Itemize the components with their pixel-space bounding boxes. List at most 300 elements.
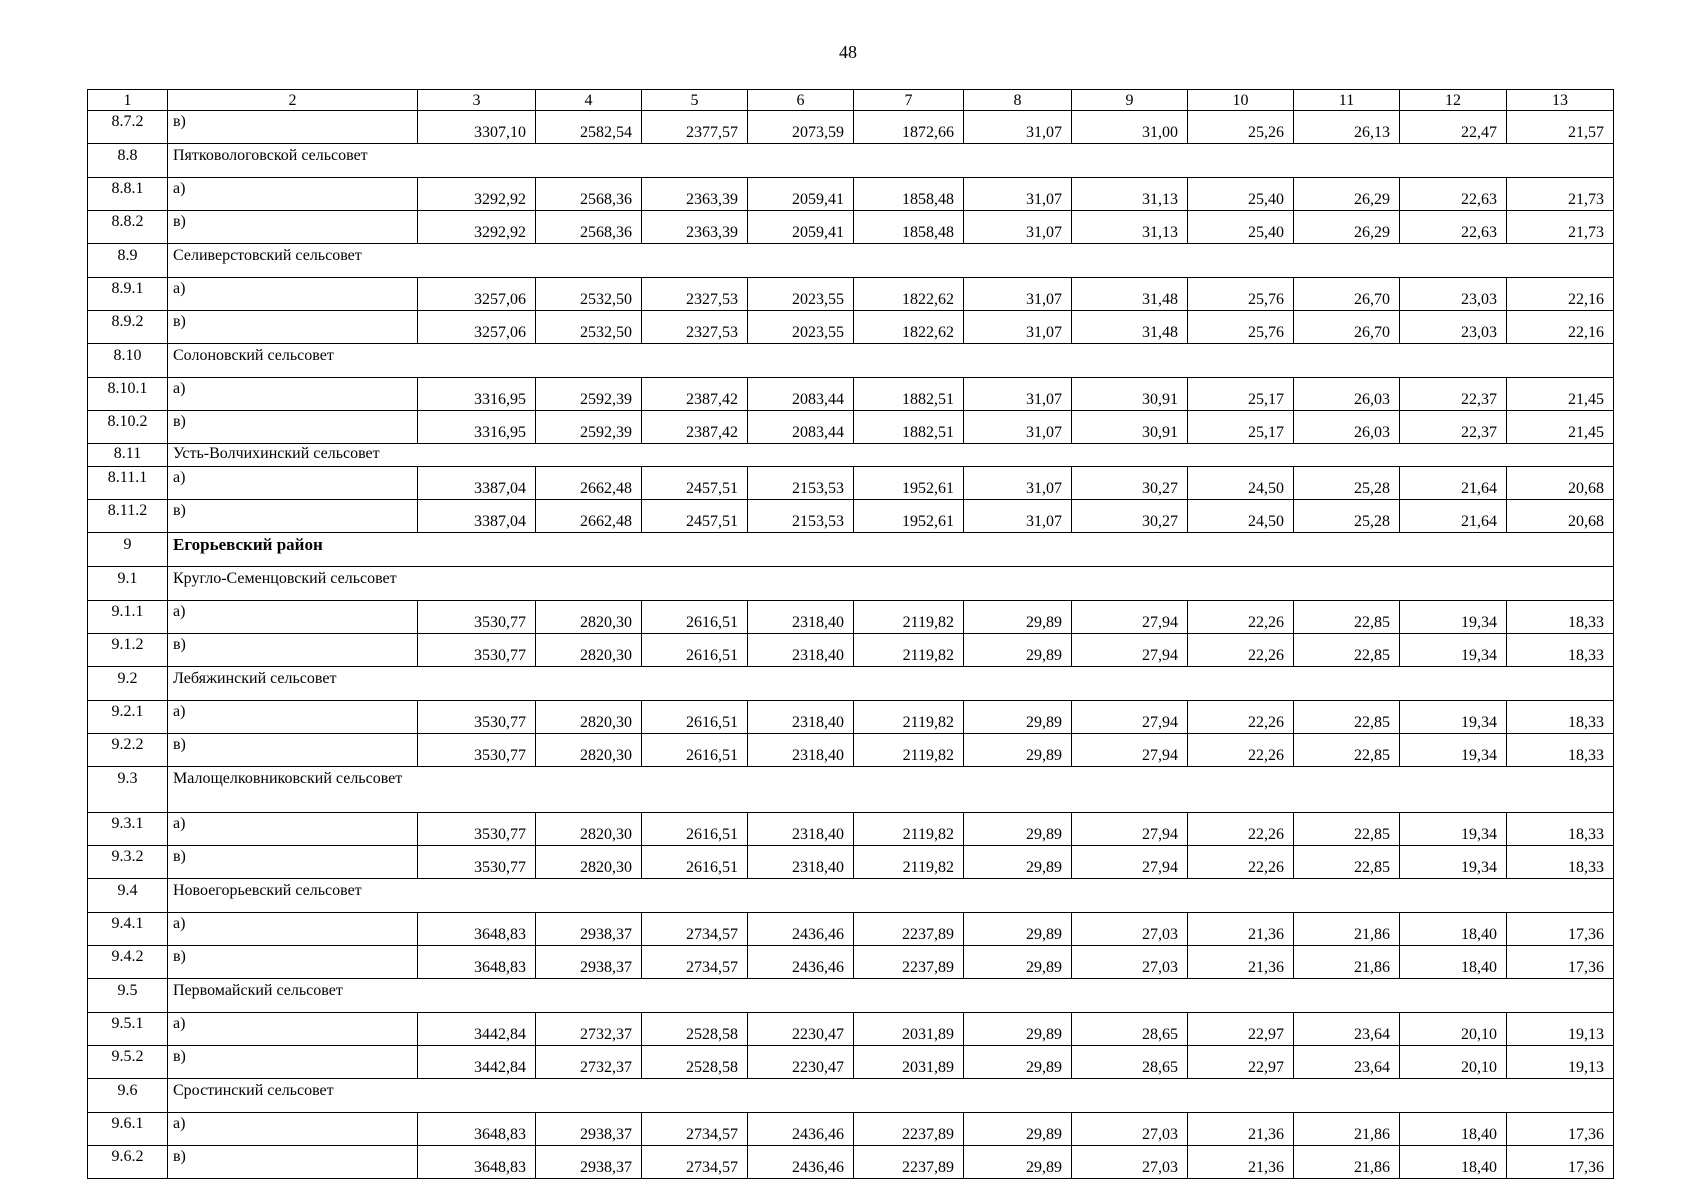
table-row: [88, 500, 1614, 533]
row-code: 8.11.1: [88, 467, 168, 500]
value-cell: 3387,04: [418, 500, 536, 533]
value-cell: 31,00: [1072, 111, 1188, 144]
row-label: в): [168, 1146, 418, 1179]
tariff-table: [87, 89, 1614, 1179]
row-label: а): [168, 601, 418, 634]
value-cell: 29,89: [964, 634, 1072, 667]
section-row: [88, 767, 1614, 813]
value-cell: 31,07: [964, 411, 1072, 444]
value-cell: 18,40: [1400, 1146, 1507, 1179]
value-cell: 3257,06: [418, 311, 536, 344]
row-code: 8.7.2: [88, 111, 168, 144]
value-cell: 25,28: [1294, 467, 1400, 500]
value-cell: 31,13: [1072, 211, 1188, 244]
row-code: 8.10.2: [88, 411, 168, 444]
value-cell: 27,03: [1072, 946, 1188, 979]
value-cell: 2820,30: [536, 701, 642, 734]
value-cell: 19,34: [1400, 701, 1507, 734]
column-header: 11: [1294, 90, 1400, 111]
row-code: 8.8.2: [88, 211, 168, 244]
table-row: [88, 946, 1614, 979]
row-code: 9.1.1: [88, 601, 168, 634]
value-cell: 23,64: [1294, 1046, 1400, 1079]
value-cell: 25,40: [1188, 178, 1294, 211]
table-row: [88, 734, 1614, 767]
value-cell: 25,76: [1188, 278, 1294, 311]
row-label: а): [168, 813, 418, 846]
value-cell: 25,76: [1188, 311, 1294, 344]
value-cell: 3648,83: [418, 1146, 536, 1179]
value-cell: 3292,92: [418, 211, 536, 244]
value-cell: 22,26: [1188, 601, 1294, 634]
value-cell: 21,36: [1188, 1113, 1294, 1146]
value-cell: 28,65: [1072, 1046, 1188, 1079]
column-header: 1: [88, 90, 168, 111]
section-row: [88, 344, 1614, 378]
value-cell: 30,27: [1072, 467, 1188, 500]
value-cell: 2031,89: [854, 1046, 964, 1079]
row-label: а): [168, 701, 418, 734]
section-title: Лебяжинский сельсовет: [168, 667, 1614, 701]
section-row: [88, 879, 1614, 913]
value-cell: 2732,37: [536, 1046, 642, 1079]
value-cell: 2318,40: [748, 601, 854, 634]
value-cell: 18,33: [1507, 734, 1614, 767]
value-cell: 19,34: [1400, 601, 1507, 634]
value-cell: 2820,30: [536, 734, 642, 767]
value-cell: 3530,77: [418, 601, 536, 634]
value-cell: 21,86: [1294, 913, 1400, 946]
section-code: 9.3: [88, 767, 168, 813]
value-cell: 2616,51: [642, 734, 748, 767]
section-code: 8.8: [88, 144, 168, 178]
row-label: в): [168, 946, 418, 979]
column-header: 9: [1072, 90, 1188, 111]
row-code: 8.10.1: [88, 378, 168, 411]
value-cell: 27,03: [1072, 1146, 1188, 1179]
row-code: 9.6.2: [88, 1146, 168, 1179]
value-cell: 2616,51: [642, 701, 748, 734]
value-cell: 31,07: [964, 467, 1072, 500]
value-cell: 3530,77: [418, 813, 536, 846]
value-cell: 29,89: [964, 701, 1072, 734]
section-code: 9.4: [88, 879, 168, 913]
value-cell: 27,94: [1072, 601, 1188, 634]
value-cell: 21,36: [1188, 946, 1294, 979]
row-code: 9.1.2: [88, 634, 168, 667]
row-label: в): [168, 634, 418, 667]
value-cell: 2387,42: [642, 411, 748, 444]
section-code: 8.9: [88, 244, 168, 278]
value-cell: 2938,37: [536, 1146, 642, 1179]
value-cell: 2073,59: [748, 111, 854, 144]
value-cell: 29,89: [964, 846, 1072, 879]
value-cell: 29,89: [964, 913, 1072, 946]
value-cell: 26,70: [1294, 311, 1400, 344]
value-cell: 2616,51: [642, 601, 748, 634]
table-row: [88, 178, 1614, 211]
column-number-row: [88, 90, 1614, 111]
column-header: 7: [854, 90, 964, 111]
value-cell: 20,10: [1400, 1013, 1507, 1046]
value-cell: 3530,77: [418, 701, 536, 734]
value-cell: 24,50: [1188, 500, 1294, 533]
value-cell: 22,85: [1294, 734, 1400, 767]
value-cell: 1872,66: [854, 111, 964, 144]
value-cell: 29,89: [964, 1146, 1072, 1179]
section-title: Пятковологовской сельсовет: [168, 144, 1614, 178]
value-cell: 2528,58: [642, 1013, 748, 1046]
value-cell: 22,16: [1507, 311, 1614, 344]
value-cell: 3387,04: [418, 467, 536, 500]
value-cell: 2119,82: [854, 813, 964, 846]
value-cell: 2734,57: [642, 1146, 748, 1179]
value-cell: 23,64: [1294, 1013, 1400, 1046]
value-cell: 3442,84: [418, 1013, 536, 1046]
value-cell: 26,29: [1294, 178, 1400, 211]
value-cell: 17,36: [1507, 946, 1614, 979]
value-cell: 31,07: [964, 378, 1072, 411]
value-cell: 30,91: [1072, 411, 1188, 444]
section-row: [88, 567, 1614, 601]
value-cell: 17,36: [1507, 913, 1614, 946]
table-row: [88, 311, 1614, 344]
row-code: 9.4.2: [88, 946, 168, 979]
row-code: 9.6.1: [88, 1113, 168, 1146]
value-cell: 29,89: [964, 1013, 1072, 1046]
value-cell: 20,10: [1400, 1046, 1507, 1079]
section-code: 9: [88, 533, 168, 567]
column-header: 2: [168, 90, 418, 111]
value-cell: 31,07: [964, 211, 1072, 244]
value-cell: 3648,83: [418, 1113, 536, 1146]
value-cell: 3307,10: [418, 111, 536, 144]
value-cell: 31,07: [964, 178, 1072, 211]
value-cell: 2436,46: [748, 913, 854, 946]
value-cell: 2436,46: [748, 1113, 854, 1146]
value-cell: 29,89: [964, 734, 1072, 767]
table-row: [88, 211, 1614, 244]
row-label: в): [168, 1046, 418, 1079]
value-cell: 18,40: [1400, 946, 1507, 979]
value-cell: 1822,62: [854, 311, 964, 344]
value-cell: 29,89: [964, 946, 1072, 979]
value-cell: 21,45: [1507, 411, 1614, 444]
value-cell: 20,68: [1507, 467, 1614, 500]
value-cell: 3316,95: [418, 411, 536, 444]
value-cell: 3442,84: [418, 1046, 536, 1079]
row-label: в): [168, 734, 418, 767]
value-cell: 17,36: [1507, 1146, 1614, 1179]
value-cell: 2327,53: [642, 278, 748, 311]
value-cell: 18,33: [1507, 813, 1614, 846]
value-cell: 31,07: [964, 500, 1072, 533]
table-row: [88, 601, 1614, 634]
value-cell: 2387,42: [642, 378, 748, 411]
value-cell: 3530,77: [418, 634, 536, 667]
value-cell: 1822,62: [854, 278, 964, 311]
value-cell: 21,86: [1294, 1146, 1400, 1179]
column-header: 3: [418, 90, 536, 111]
value-cell: 2230,47: [748, 1013, 854, 1046]
value-cell: 2662,48: [536, 500, 642, 533]
section-row: [88, 667, 1614, 701]
row-label: а): [168, 1113, 418, 1146]
table-row: [88, 111, 1614, 144]
value-cell: 2318,40: [748, 813, 854, 846]
value-cell: 2031,89: [854, 1013, 964, 1046]
section-title: Селиверстовский сельсовет: [168, 244, 1614, 278]
value-cell: 18,33: [1507, 601, 1614, 634]
value-cell: 22,26: [1188, 846, 1294, 879]
value-cell: 26,13: [1294, 111, 1400, 144]
value-cell: 2237,89: [854, 1146, 964, 1179]
value-cell: 22,47: [1400, 111, 1507, 144]
value-cell: 26,70: [1294, 278, 1400, 311]
value-cell: 25,26: [1188, 111, 1294, 144]
value-cell: 3257,06: [418, 278, 536, 311]
value-cell: 2734,57: [642, 913, 748, 946]
value-cell: 20,68: [1507, 500, 1614, 533]
row-code: 9.2.1: [88, 701, 168, 734]
row-code: 9.3.1: [88, 813, 168, 846]
value-cell: 31,48: [1072, 311, 1188, 344]
table-row: [88, 1013, 1614, 1046]
value-cell: 2119,82: [854, 734, 964, 767]
value-cell: 2230,47: [748, 1046, 854, 1079]
section-code: 9.6: [88, 1079, 168, 1113]
value-cell: 27,94: [1072, 634, 1188, 667]
value-cell: 25,17: [1188, 378, 1294, 411]
value-cell: 2327,53: [642, 311, 748, 344]
value-cell: 2820,30: [536, 601, 642, 634]
value-cell: 2153,53: [748, 500, 854, 533]
column-header: 4: [536, 90, 642, 111]
section-title: Кругло-Семенцовский сельсовет: [168, 567, 1614, 601]
value-cell: 27,03: [1072, 1113, 1188, 1146]
value-cell: 23,03: [1400, 311, 1507, 344]
row-label: в): [168, 311, 418, 344]
row-code: 9.2.2: [88, 734, 168, 767]
table-row: [88, 1046, 1614, 1079]
value-cell: 2119,82: [854, 846, 964, 879]
value-cell: 22,63: [1400, 178, 1507, 211]
value-cell: 2732,37: [536, 1013, 642, 1046]
column-header: 8: [964, 90, 1072, 111]
row-label: в): [168, 846, 418, 879]
value-cell: 27,94: [1072, 701, 1188, 734]
value-cell: 1882,51: [854, 411, 964, 444]
value-cell: 25,17: [1188, 411, 1294, 444]
section-title: Усть-Волчихинский сельсовет: [168, 444, 1614, 467]
table-row: [88, 701, 1614, 734]
row-label: в): [168, 500, 418, 533]
value-cell: 1858,48: [854, 178, 964, 211]
value-cell: 2457,51: [642, 500, 748, 533]
section-code: 9.1: [88, 567, 168, 601]
value-cell: 3648,83: [418, 946, 536, 979]
table-row: [88, 813, 1614, 846]
value-cell: 27,94: [1072, 734, 1188, 767]
value-cell: 21,45: [1507, 378, 1614, 411]
row-label: а): [168, 467, 418, 500]
value-cell: 30,27: [1072, 500, 1188, 533]
value-cell: 2820,30: [536, 846, 642, 879]
value-cell: 2436,46: [748, 946, 854, 979]
value-cell: 22,26: [1188, 701, 1294, 734]
value-cell: 3316,95: [418, 378, 536, 411]
value-cell: 2938,37: [536, 946, 642, 979]
value-cell: 28,65: [1072, 1013, 1188, 1046]
row-code: 8.11.2: [88, 500, 168, 533]
value-cell: 2616,51: [642, 634, 748, 667]
value-cell: 19,34: [1400, 846, 1507, 879]
value-cell: 24,50: [1188, 467, 1294, 500]
value-cell: 2616,51: [642, 846, 748, 879]
row-label: в): [168, 111, 418, 144]
value-cell: 22,26: [1188, 734, 1294, 767]
value-cell: 22,63: [1400, 211, 1507, 244]
value-cell: 1882,51: [854, 378, 964, 411]
value-cell: 2734,57: [642, 946, 748, 979]
column-header: 12: [1400, 90, 1507, 111]
section-title: Сростинский сельсовет: [168, 1079, 1614, 1113]
value-cell: 2938,37: [536, 913, 642, 946]
value-cell: 2318,40: [748, 846, 854, 879]
value-cell: 31,48: [1072, 278, 1188, 311]
row-label: а): [168, 278, 418, 311]
section-title: Новоегорьевский сельсовет: [168, 879, 1614, 913]
row-label: а): [168, 913, 418, 946]
value-cell: 3530,77: [418, 734, 536, 767]
value-cell: 2532,50: [536, 278, 642, 311]
value-cell: 21,86: [1294, 946, 1400, 979]
value-cell: 31,13: [1072, 178, 1188, 211]
value-cell: 19,34: [1400, 734, 1507, 767]
table-row: [88, 278, 1614, 311]
value-cell: 2119,82: [854, 601, 964, 634]
value-cell: 29,89: [964, 1046, 1072, 1079]
value-cell: 18,33: [1507, 701, 1614, 734]
value-cell: 2592,39: [536, 411, 642, 444]
value-cell: 2436,46: [748, 1146, 854, 1179]
value-cell: 2119,82: [854, 701, 964, 734]
value-cell: 22,26: [1188, 634, 1294, 667]
value-cell: 2059,41: [748, 211, 854, 244]
value-cell: 22,85: [1294, 634, 1400, 667]
value-cell: 22,97: [1188, 1013, 1294, 1046]
value-cell: 2059,41: [748, 178, 854, 211]
table-body: [88, 90, 1614, 1179]
value-cell: 19,13: [1507, 1013, 1614, 1046]
row-code: 9.5.2: [88, 1046, 168, 1079]
table-row: [88, 1146, 1614, 1179]
row-label: в): [168, 411, 418, 444]
value-cell: 22,85: [1294, 601, 1400, 634]
value-cell: 3530,77: [418, 846, 536, 879]
value-cell: 2153,53: [748, 467, 854, 500]
value-cell: 22,16: [1507, 278, 1614, 311]
value-cell: 2592,39: [536, 378, 642, 411]
value-cell: 26,29: [1294, 211, 1400, 244]
section-title: Егорьевский район: [168, 533, 1614, 567]
value-cell: 2318,40: [748, 734, 854, 767]
value-cell: 31,07: [964, 311, 1072, 344]
row-code: 8.8.1: [88, 178, 168, 211]
value-cell: 2582,54: [536, 111, 642, 144]
value-cell: 18,40: [1400, 913, 1507, 946]
column-header: 5: [642, 90, 748, 111]
section-code: 8.11: [88, 444, 168, 467]
value-cell: 2237,89: [854, 1113, 964, 1146]
value-cell: 21,36: [1188, 1146, 1294, 1179]
value-cell: 21,57: [1507, 111, 1614, 144]
value-cell: 2119,82: [854, 634, 964, 667]
row-label: а): [168, 178, 418, 211]
value-cell: 2568,36: [536, 178, 642, 211]
value-cell: 21,73: [1507, 211, 1614, 244]
section-row: [88, 244, 1614, 278]
section-row: [88, 1079, 1614, 1113]
value-cell: 30,91: [1072, 378, 1188, 411]
value-cell: 29,89: [964, 813, 1072, 846]
value-cell: 23,03: [1400, 278, 1507, 311]
value-cell: 21,73: [1507, 178, 1614, 211]
table-row: [88, 378, 1614, 411]
value-cell: 2938,37: [536, 1113, 642, 1146]
value-cell: 2734,57: [642, 1113, 748, 1146]
value-cell: 2318,40: [748, 634, 854, 667]
table-row: [88, 634, 1614, 667]
value-cell: 29,89: [964, 1113, 1072, 1146]
value-cell: 19,34: [1400, 634, 1507, 667]
value-cell: 1858,48: [854, 211, 964, 244]
section-code: 8.10: [88, 344, 168, 378]
value-cell: 22,85: [1294, 701, 1400, 734]
row-code: 9.5.1: [88, 1013, 168, 1046]
row-code: 8.9.1: [88, 278, 168, 311]
value-cell: 2023,55: [748, 278, 854, 311]
value-cell: 31,07: [964, 111, 1072, 144]
value-cell: 2023,55: [748, 311, 854, 344]
value-cell: 2532,50: [536, 311, 642, 344]
page-number: 48: [839, 42, 857, 62]
value-cell: 27,94: [1072, 846, 1188, 879]
value-cell: 2457,51: [642, 467, 748, 500]
value-cell: 2237,89: [854, 946, 964, 979]
section-code: 9.5: [88, 979, 168, 1013]
value-cell: 19,13: [1507, 1046, 1614, 1079]
value-cell: 22,26: [1188, 813, 1294, 846]
section-row: [88, 444, 1614, 467]
value-cell: 26,03: [1294, 411, 1400, 444]
row-code: 9.3.2: [88, 846, 168, 879]
value-cell: 2363,39: [642, 211, 748, 244]
column-header: 13: [1507, 90, 1614, 111]
value-cell: 18,40: [1400, 1113, 1507, 1146]
value-cell: 21,64: [1400, 500, 1507, 533]
section-title: Первомайский сельсовет: [168, 979, 1614, 1013]
table-row: [88, 467, 1614, 500]
value-cell: 19,34: [1400, 813, 1507, 846]
value-cell: 3292,92: [418, 178, 536, 211]
value-cell: 2528,58: [642, 1046, 748, 1079]
table-row: [88, 846, 1614, 879]
value-cell: 31,07: [964, 278, 1072, 311]
value-cell: 22,85: [1294, 813, 1400, 846]
value-cell: 18,33: [1507, 634, 1614, 667]
table-row: [88, 1113, 1614, 1146]
